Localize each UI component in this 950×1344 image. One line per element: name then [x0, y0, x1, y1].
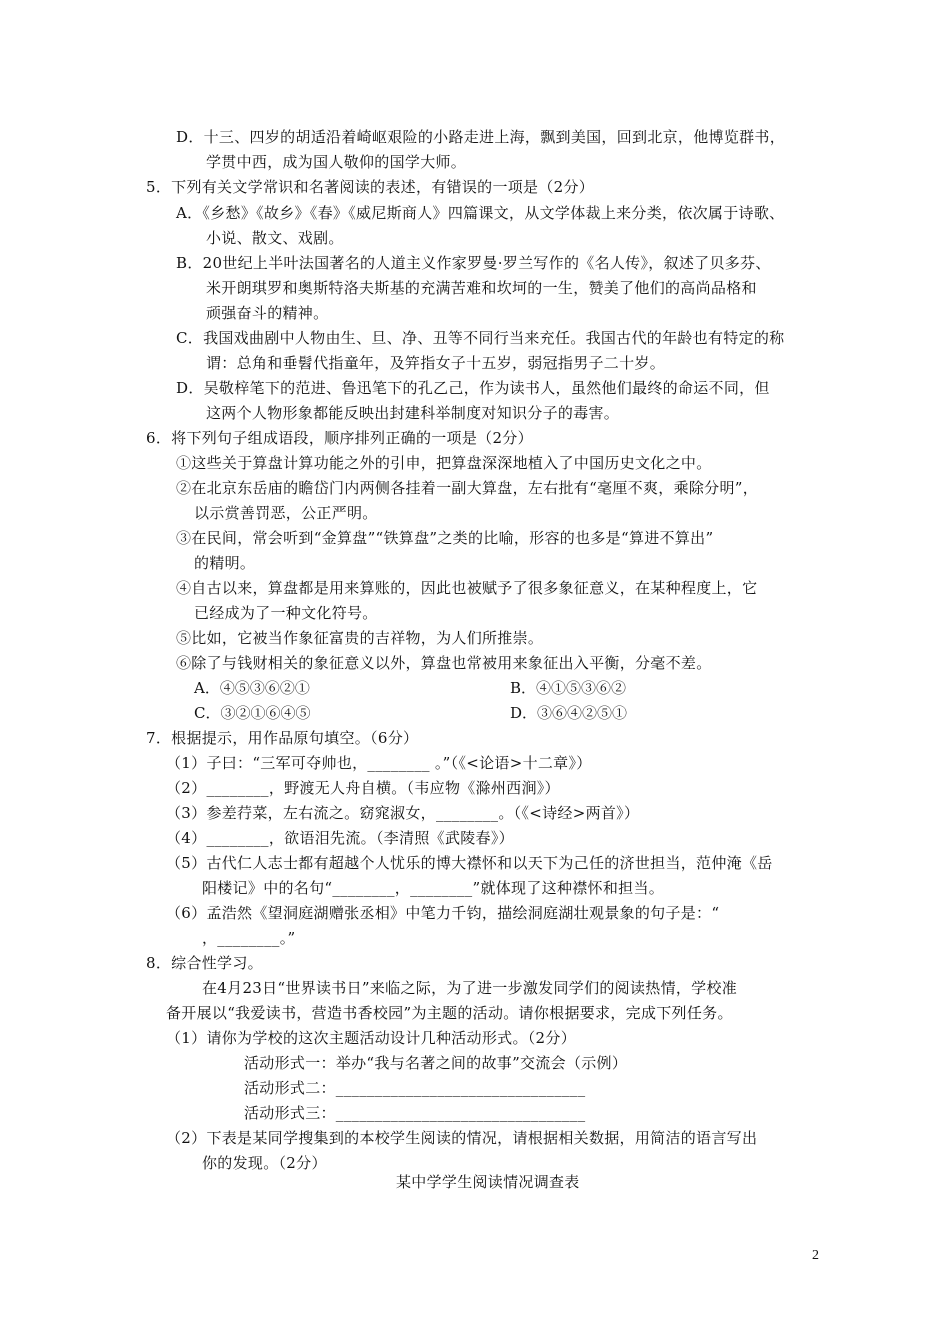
q6-sentence-5: ⑤比如，它被当作象征富贵的吉祥物，为人们所推崇。	[176, 629, 544, 647]
q5-option-b-line2: 米开朗琪罗和奥斯特洛夫斯基的充满苦难和坎坷的一生，赞美了他们的高尚品格和	[206, 279, 757, 297]
q6-sentence-2-line1: ②在北京东岳庙的瞻岱门内两侧各挂着一副大算盘，左右批有“毫厘不爽，乘除分明”，	[176, 479, 759, 497]
q5-option-d-line2: 这两个人物形象都能反映出封建科举制度对知识分子的毒害。	[206, 404, 620, 422]
q6-sentence-4-line1: ④自古以来，算盘都是用来算账的，因此也被赋予了很多象征意义，在某种程度上，它	[176, 579, 758, 597]
q6-sentence-1: ①这些关于算盘计算功能之外的引申，把算盘深深地植入了中国历史文化之中。	[176, 454, 712, 472]
q8-activity-form-3: 活动形式三：________________________________	[244, 1104, 586, 1122]
q5-option-d-line1: D．吴敬梓笔下的范进、鲁迅笔下的孔乙己，作为读书人，虽然他们最终的命运不同，但	[176, 379, 770, 397]
q6-sentence-6: ⑥除了与钱财相关的象征意义以外，算盘也常被用来象征出入平衡，分毫不差。	[176, 654, 712, 672]
question-7-stem: 7．根据提示，用作品原句填空。（6分）	[146, 729, 419, 747]
q7-item-5-line2: 阳楼记》中的名句“________，________”就体现了这种襟怀和担当。	[202, 879, 665, 897]
q7-item-1: （1）子曰：“三军可夺帅也，________ 。”（《<论语>十二章》）	[166, 754, 592, 772]
q8-part-2-line2: 你的发现。（2分）	[202, 1154, 327, 1172]
survey-table-title: 某中学学生阅读情况调查表	[396, 1173, 580, 1191]
q7-item-6-line2: ，________。”	[202, 929, 296, 947]
q6-sentence-3-line2: 的精明。	[194, 554, 256, 572]
q7-item-3: （3）参差荇菜，左右流之。窈窕淑女，________。（《<诗经>两首》）	[166, 804, 640, 822]
q8-activity-form-2: 活动形式二：________________________________	[244, 1079, 586, 1097]
q5-option-a-line2: 小说、散文、戏剧。	[206, 229, 344, 247]
question-8-stem: 8．综合性学习。	[146, 954, 263, 972]
q6-sentence-2-line2: 以示赏善罚恶，公正严明。	[194, 504, 378, 522]
q7-item-4: （4）________，欲语泪先流。（李清照《武陵春》）	[166, 829, 514, 847]
q6-option-a: A．④⑤③⑥②①	[194, 679, 310, 697]
q6-option-d: D．③⑥④②⑤①	[510, 704, 628, 722]
q6-option-b: B．④①⑤③⑥②	[510, 679, 627, 697]
q4-option-d-line2: 学贯中西，成为国人敬仰的国学大师。	[206, 153, 467, 171]
q7-item-2: （2）________，野渡无人舟自横。（韦应物《滁州西涧》）	[166, 779, 560, 797]
page-number: 2	[812, 1248, 819, 1263]
question-6-stem: 6．将下列句子组成语段，顺序排列正确的一项是（2分）	[146, 429, 533, 447]
q5-option-a-line1: A．《乡愁》《故乡》《春》《威尼斯商人》四篇课文，从文学体裁上来分类，依次属于诗歌、	[176, 204, 785, 222]
q7-item-6-line1: （6）孟浩然《望洞庭湖赠张丞相》中笔力千钧，描绘洞庭湖壮观景象的句子是：“	[166, 904, 720, 922]
q4-option-d-line1: D．十三、四岁的胡适沿着崎岖艰险的小路走进上海，飘到美国，回到北京，他博览群书，	[176, 128, 786, 146]
q8-activity-form-1: 活动形式一：举办“我与名著之间的故事”交流会（示例）	[244, 1054, 628, 1072]
q5-option-b-line1: B．20世纪上半叶法国著名的人道主义作家罗曼·罗兰写作的《名人传》，叙述了贝多芬、	[176, 254, 771, 272]
q7-item-5-line1: （5）古代仁人志士都有超越个人忧乐的博大襟怀和以天下为己任的济世担当，范仲淹《岳	[166, 854, 773, 872]
q8-intro-line1: 在4月23日“世界读书日”来临之际，为了进一步激发同学们的阅读热情，学校准	[202, 979, 738, 997]
q8-intro-line2: 备开展以“我爱读书，营造书香校园”为主题的活动。请你根据要求，完成下列任务。	[166, 1004, 733, 1022]
q5-option-c-line2: 谓：总角和垂髫代指童年，及笄指女子十五岁，弱冠指男子二十岁。	[206, 354, 666, 372]
q6-sentence-3-line1: ③在民间，常会听到“金算盘”“铁算盘”之类的比喻，形容的也多是“算进不算出”	[176, 529, 714, 547]
q5-option-b-line3: 顽强奋斗的精神。	[206, 304, 329, 322]
q8-part-1: （1）请你为学校的这次主题活动设计几种活动形式。（2分）	[166, 1029, 576, 1047]
q6-option-c: C．③②①⑥④⑤	[194, 704, 311, 722]
q5-option-c-line1: C．我国戏曲剧中人物由生、旦、净、丑等不同行当来充任。我国古代的年龄也有特定的称	[176, 329, 785, 347]
q6-sentence-4-line2: 已经成为了一种文化符号。	[194, 604, 378, 622]
question-5-stem: 5．下列有关文学常识和名著阅读的表述，有错误的一项是（2分）	[146, 178, 595, 196]
q8-part-2-line1: （2）下表是某同学搜集到的本校学生阅读的情况，请根据相关数据，用简洁的语言写出	[166, 1129, 758, 1147]
